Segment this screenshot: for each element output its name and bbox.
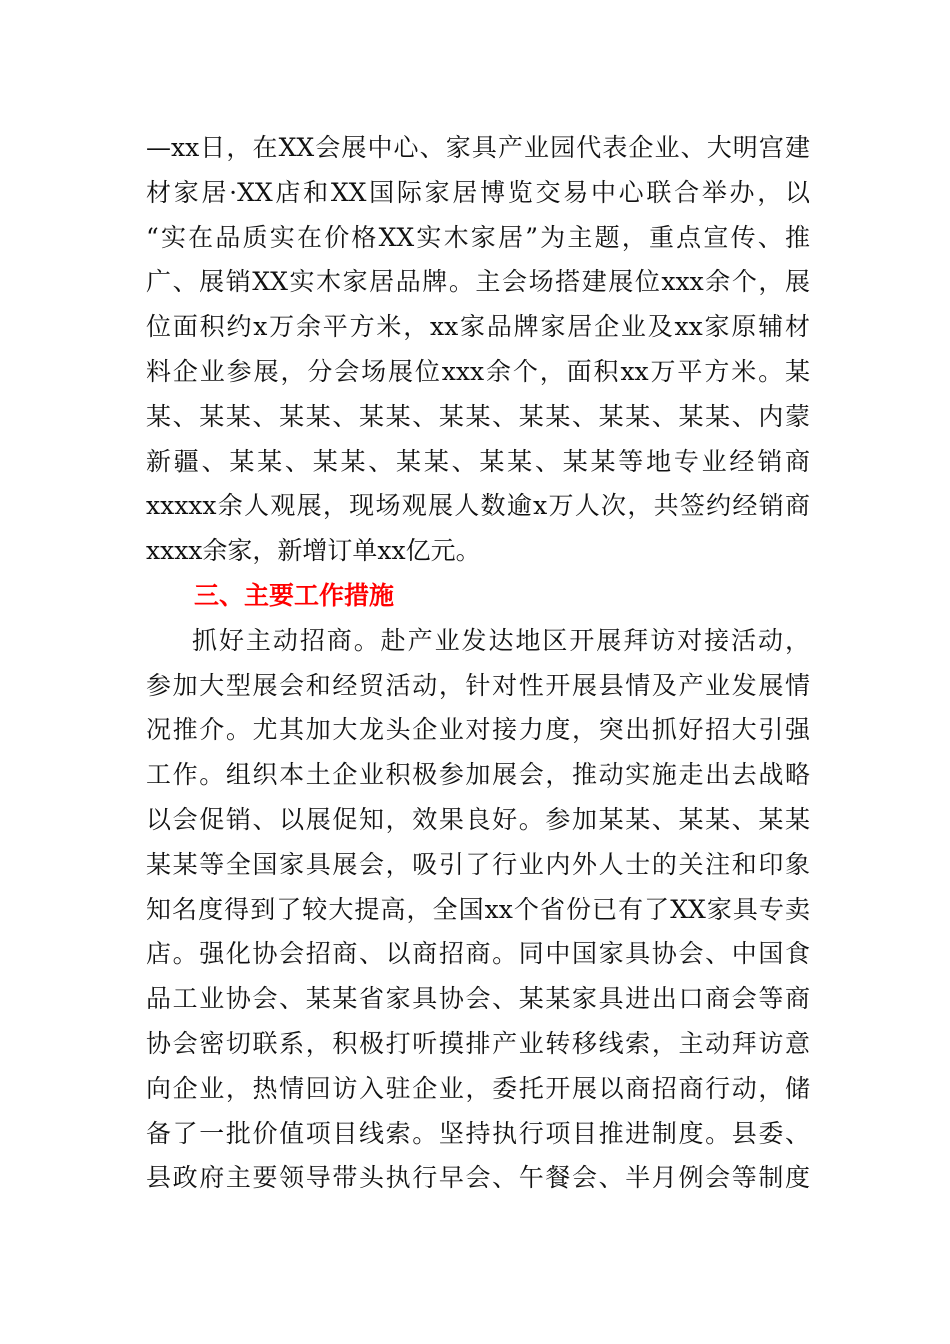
document-body xyxy=(146,126,810,1201)
paragraph-2-line: 备了一批价值项目线索。坚持执行项目推进制度。县委、 xyxy=(146,1118,810,1148)
paragraph-2-line: 向企业，热情回访入驻企业，委托开展以商招商行动，储 xyxy=(146,1073,810,1103)
paragraph-2-line: 况推介。尤其加大龙头企业对接力度，突出抓好招大引强 xyxy=(146,715,810,745)
paragraph-1-line: 新疆、某某、某某、某某、某某、某某等地专业经销商 xyxy=(146,446,810,476)
paragraph-2-line: 以会促销、以展促知，效果良好。参加某某、某某、某某 xyxy=(146,804,810,834)
paragraph-2-line: 品工业协会、某某省家具协会、某某家具进出口商会等商 xyxy=(146,984,810,1014)
paragraph-1-line: 位面积约x万余平方米，xx家品牌家居企业及xx家原辅材 xyxy=(146,312,810,342)
paragraph-2-line: 店。强化协会招商、以商招商。同中国家具协会、中国食 xyxy=(146,939,810,969)
paragraph-2-line: 县政府主要领导带头执行早会、午餐会、半月例会等制度 xyxy=(146,1163,810,1193)
paragraph-2-line: 抓好主动招商。赴产业发达地区开展拜访对接活动， xyxy=(192,625,810,655)
section-heading: 三、主要工作措施 xyxy=(194,580,395,610)
paragraph-1-line: 广、展销XX实木家居品牌。主会场搭建展位xxx余个，展 xyxy=(146,267,810,297)
paragraph-1-line: “实在品质实在价格XX实木家居”为主题，重点宣传、推 xyxy=(146,222,810,252)
paragraph-2-line: 知名度得到了较大提高，全国xx个省份已有了XX家具专卖 xyxy=(146,894,810,924)
paragraph-1-line: 料企业参展，分会场展位xxx余个，面积xx万平方米。某 xyxy=(146,356,810,386)
paragraph-1-line: xxxxx余人观展，现场观展人数逾x万人次，共签约经销商 xyxy=(146,491,810,521)
paragraph-2-line: 某某等全国家具展会，吸引了行业内外人士的关注和印象 xyxy=(146,849,810,879)
paragraph-2-line: 参加大型展会和经贸活动，针对性开展县情及产业发展情 xyxy=(146,670,810,700)
paragraph-2-line: 协会密切联系，积极打听摸排产业转移线索，主动拜访意 xyxy=(146,1028,810,1058)
paragraph-1-line: —xx日，在XX会展中心、家具产业园代表企业、大明宫建 xyxy=(146,133,810,162)
paragraph-1-line: 某、某某、某某、某某、某某、某某、某某、某某、内蒙 xyxy=(146,401,810,431)
paragraph-1-line: 材家居·XX店和XX国际家居博览交易中心联合举办，以 xyxy=(146,177,810,207)
paragraph-2-line: 工作。组织本土企业积极参加展会，推动实施走出去战略 xyxy=(146,760,810,790)
paragraph-1-line: xxxx余家，新增订单xx亿元。 xyxy=(146,536,481,566)
